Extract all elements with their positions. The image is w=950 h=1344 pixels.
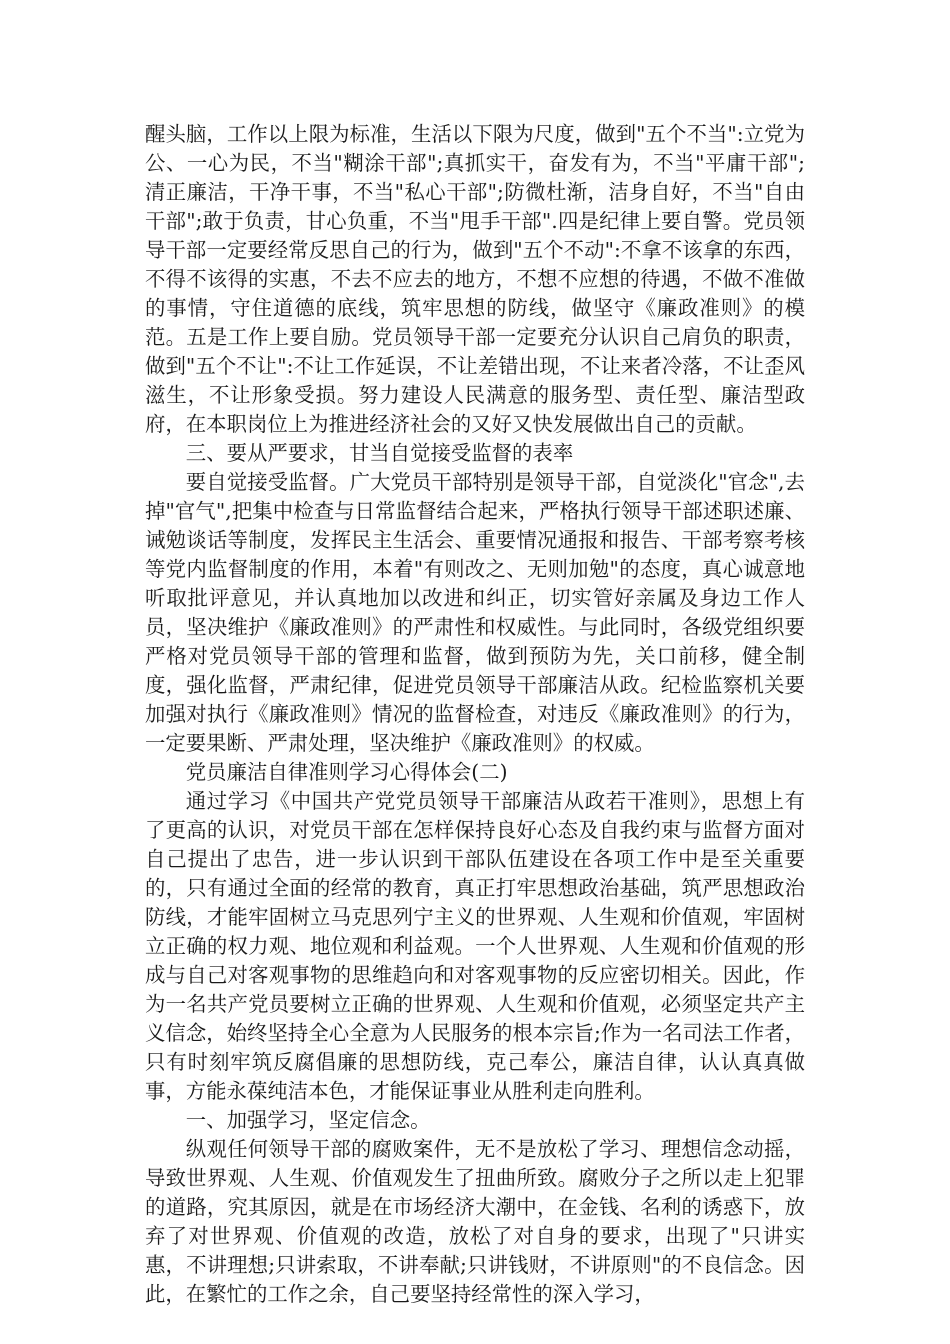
paragraph-2: 要自觉接受监督。广大党员干部特别是领导干部，自觉淡化"官念",去掉"官气",把集中检查与日常监督结合起来，严格执行领导干部述职述廉、诫勉谈话等制度，发挥民主生活会、重要情况通报和报告、干部考察考核等党内监督制度的作用，本着"有则改之、无则加勉"的态度，真心诚意地听取批评意见，并认真地加以改进和纠正，切实管好亲属及身边工作人员，坚决维护《廉政准则》的严肃性和权威性。与此同时，各级党组织要严格对党员领导干部的管理和监督，做到预防为先，关口前移，健全制度，强化监督，严肃纪律，促进党员领导干部廉洁从政。纪检监察机关要加强对执行《廉政准则》情况的监督检查，对违反《廉政准则》的行为，一定要果断、严肃处理，坚决维护《廉政准则》的权威。 — [145, 470, 805, 755]
paragraph-3: 通过学习《中国共产党党员领导干部廉洁从政若干准则》，思想上有了更高的认识，对党员干部在怎样保持良好心态及自我约束与监督方面对自己提出了忠告，进一步认识到干部队伍建设在各项工作中是至关重要的，只有通过全面的经常的教育，真正打牢思想政治基础，筑严思想政治防线，才能牢固树立马克思列宁主义的世界观、人生观和价值观，牢固树立正确的权力观、地位观和利益观。一个人世界观、人生观和价值观的形成与自己对客观事物的思维趋向和对客观事物的反应密切相关。因此，作为一名共产党员要树立正确的世界观、人生观和价值观，必须坚定共产主义信念，始终坚持全心全意为人民服务的根本宗旨;作为一名司法工作者，只有时刻牢筑反腐倡廉的思想防线，克己奉公，廉洁自律，认认真真做事，方能永葆纯洁本色，才能保证事业从胜利走向胜利。 — [145, 789, 805, 1103]
article-title-2: 党员廉洁自律准则学习心得体会(二) — [185, 760, 508, 784]
document-page — [145, 120, 805, 1309]
paragraph-1: 醒头脑，工作以上限为标准，生活以下限为尺度，做到"五个不当":立党为公、一心为民，不当"糊涂干部";真抓实干，奋发有为，不当"平庸干部";清正廉洁，干净干事，不当"私心干部";防微杜渐，洁身自好，不当"自由干部";敢于负责，甘心负重，不当"甩手干部".四是纪律上要自警。党员领导干部一定要经常反思自己的行为，做到"五个不动":不拿不该拿的东西，不得不该得的实惠，不去不应去的地方，不想不应想的待遇，不做不准做的事情，守住道德的底线，筑牢思想的防线，做坚守《廉政准则》的模范。五是工作上要自励。党员领导干部一定要充分认识自己肩负的职责，做到"五个不让":不让工作延误，不让差错出现，不让来者冷落，不让歪风滋生，不让形象受损。努力建设人民满意的服务型、责任型、廉洁型政府，在本职岗位上为推进经济社会的又好又快发展做出自己的贡献。 — [145, 122, 805, 436]
paragraph-4: 纵观任何领导干部的腐败案件，无不是放松了学习、理想信念动摇，导致世界观、人生观、价值观发生了扭曲所致。腐败分子之所以走上犯罪的道路，究其原因，就是在市场经济大潮中，在金钱、名利的诱惑下，放弃了对世界观、价值观的改造，放松了对自身的要求，出现了"只讲实惠，不讲理想;只讲索取，不讲奉献;只讲钱财，不讲原则"的不良信念。因此，在繁忙的工作之余，自己要坚持经常性的深入学习， — [145, 1137, 805, 1306]
section-heading-3: 三、要从严要求，甘当自觉接受监督的表率 — [185, 441, 574, 465]
section-heading-1: 一、加强学习，坚定信念。 — [185, 1108, 431, 1132]
